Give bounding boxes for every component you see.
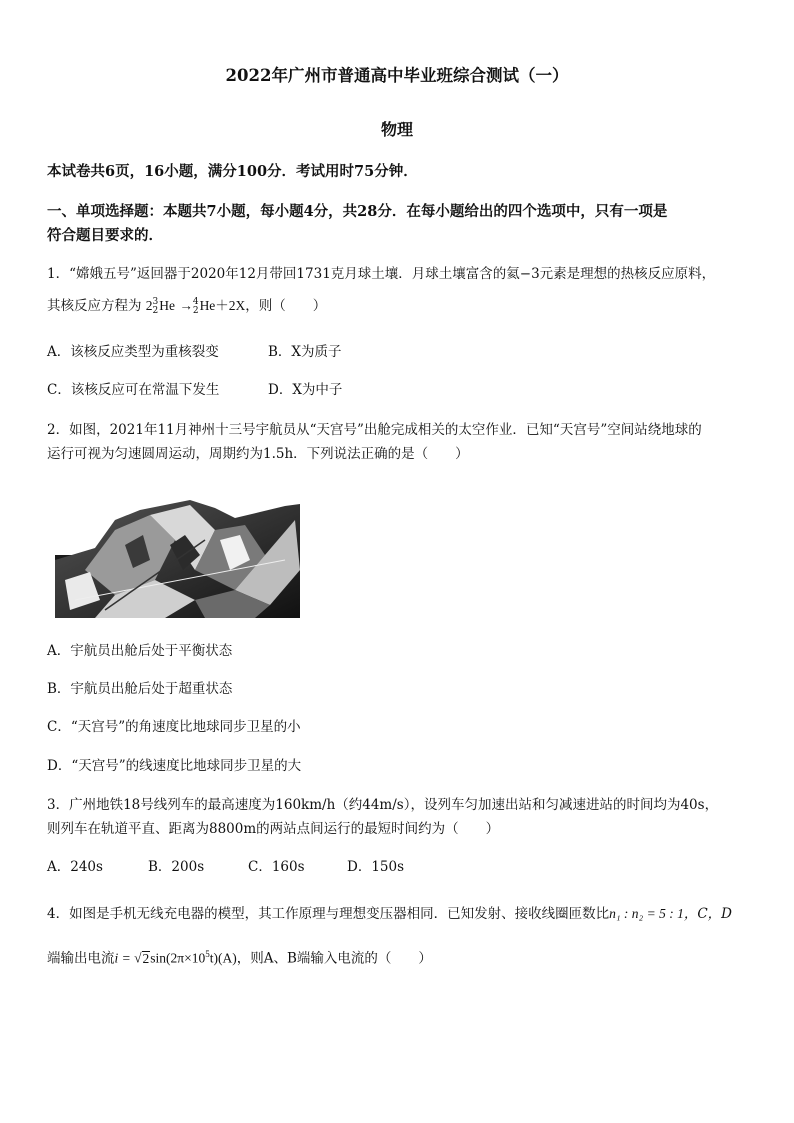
q4-formula-end: t)(A): [209, 950, 237, 966]
q1-he3-charge: 2: [152, 305, 159, 316]
q1-he4-indices: [193, 298, 199, 316]
section1-heading-line1: 一、单项选择题：本题共7小题，每小题4分，共28分．在每小题给出的四个选项中，只有一项是: [47, 203, 668, 220]
q4-current-lhs: i =: [114, 950, 135, 966]
q4-line1: [47, 904, 754, 924]
q1-coef: 2: [145, 298, 153, 313]
q1-he4-charge: 2: [192, 305, 199, 316]
section1-heading-line2: 符合题目要求的．: [47, 227, 163, 244]
q3-option-c: C．160s: [248, 859, 305, 875]
q4-line1-post: ，C，D: [683, 906, 732, 922]
q1-line2: [47, 296, 754, 316]
q4-line2-post: ，则A、B端输入电流的（ ）: [236, 950, 432, 967]
exam-intro: 本试卷共6页，16小题，满分100分．考试用时75分钟．: [47, 163, 418, 180]
q2-option-a: A．宇航员出舱后处于平衡状态: [47, 643, 233, 659]
q2-line1: 2．如图，2021年11月神州十三号宇航员从“天宫号”出舱完成相关的太空作业．已知“天宫号”空间站绕地球的: [47, 422, 702, 438]
q1-he3-mass: 3: [152, 296, 159, 307]
q1-rest: He＋2X，则（ ）: [199, 298, 327, 313]
q3-line2: 则列车在轨道平直、距离为8800m的两站点间运行的最短时间约为（ ）: [47, 821, 500, 837]
q4-line2: [47, 944, 754, 969]
q4-sqrt-value: 2: [142, 950, 150, 966]
q2-option-d: D．“天宫号”的线速度比地球同步卫星的大: [47, 758, 302, 774]
q4-line1-pre: 4．如图是手机无线充电器的模型，其工作原理与理想变压器相同．已知发射、接收线圈匝数比: [47, 906, 610, 922]
q1-line1: 1．“嫦娥五号”返回器于2020年12月带回1731克月球土壤．月球土壤富含的氦−3元素是理想的热核反应原料，: [47, 266, 716, 282]
exam-title: 2022年广州市普通高中毕业班综合测试（一）: [225, 66, 569, 85]
q1-he3-indices: [153, 298, 159, 316]
q2-option-c: C．“天宫号”的角速度比地球同步卫星的小: [47, 719, 301, 735]
q2-line2: 运行可视为匀速圆周运动，周期约为1.5h．下列说法正确的是（ ）: [47, 446, 469, 462]
astronaut-photo: [55, 500, 300, 618]
q1-he3: He: [159, 298, 176, 313]
q3-option-d: D．150s: [347, 859, 405, 875]
q4-formula-mid: sin(2π×10: [150, 950, 206, 966]
q1-option-b: B．X为质子: [268, 344, 342, 360]
q1-option-c: C．该核反应可在常温下发生: [47, 382, 220, 398]
q3-option-a: A．240s: [47, 859, 103, 875]
q1-option-a: A．该核反应类型为重核裂变: [47, 344, 219, 360]
q1-he4-mass: 4: [192, 296, 199, 307]
q4-exponent: 5: [205, 949, 210, 959]
q1-option-d: D．X为中子: [268, 382, 343, 398]
q4-line2-pre: 端输出电流: [47, 950, 115, 967]
q4-turns-ratio: n₁ : n₂ = 5 : 1: [609, 906, 684, 921]
q1-arrow: →: [179, 298, 193, 313]
subject-title: 物理: [380, 120, 413, 139]
q1-line2-pre: 其核反应方程为: [47, 298, 142, 314]
q3-option-b: B．200s: [148, 859, 205, 875]
sqrt-icon: √: [134, 950, 142, 966]
q2-option-b: B．宇航员出舱后处于超重状态: [47, 681, 233, 697]
q3-line1: 3．广州地铁18号线列车的最高速度为160km/h（约44m/s），设列车匀加速出站和匀减速进站的时间均为40s，: [47, 797, 719, 813]
